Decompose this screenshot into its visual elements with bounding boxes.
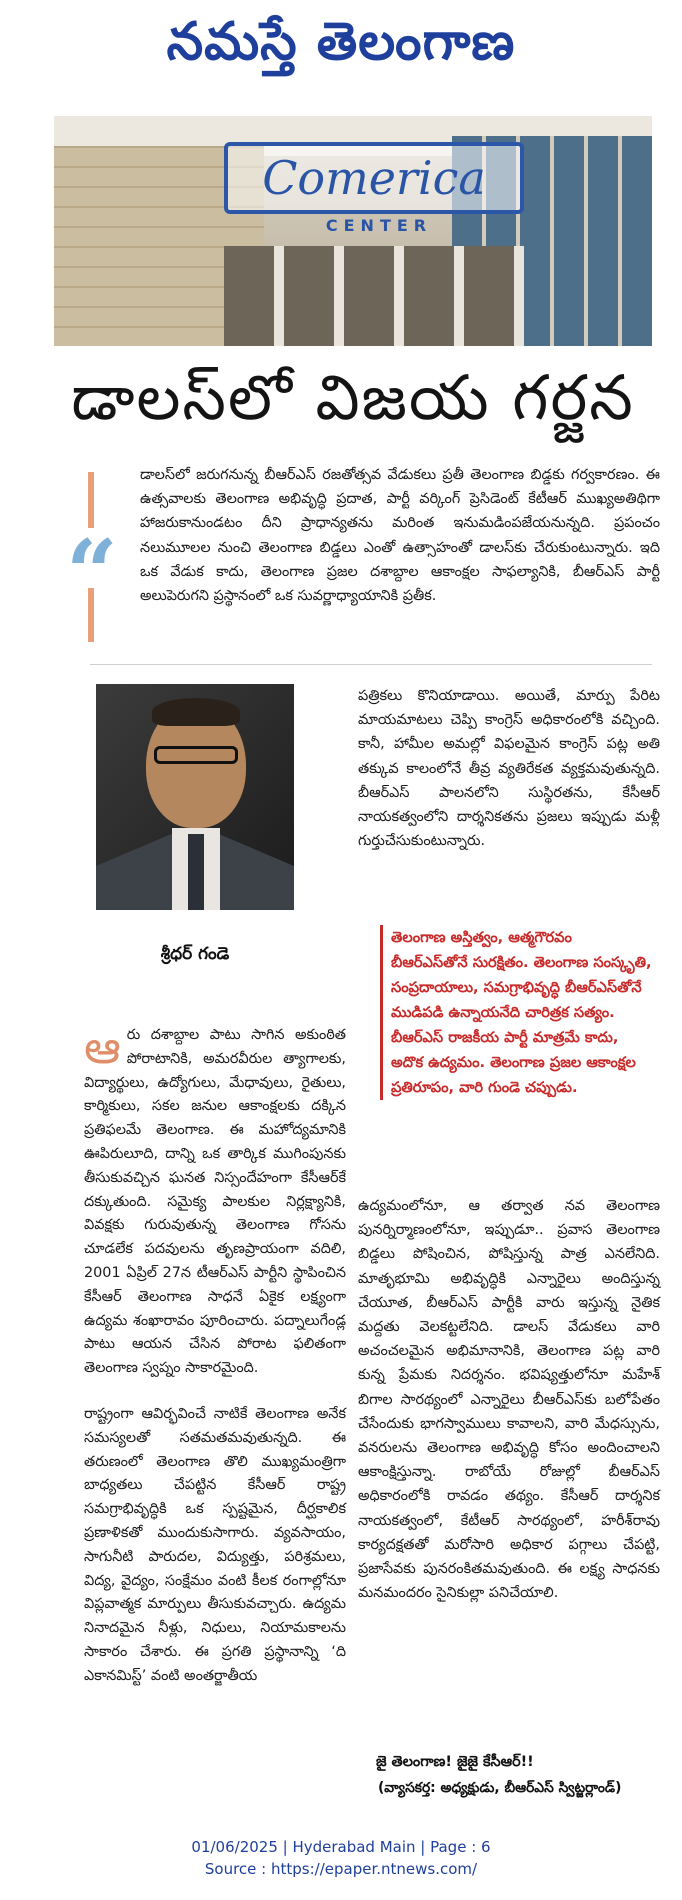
- article-headline: డాలస్‌లో విజయ గర్జన: [71, 361, 635, 434]
- section-divider: [90, 664, 652, 665]
- drop-cap: ఆ: [84, 1020, 121, 1074]
- article-column-right-bottom: ఉద్యమంలోనూ, ఆ తర్వాత నవ తెలంగాణ పునర్నిర్మాణంలోనూ, ఇప్పుడూ.. ప్రవాస తెలంగాణ బిడ్డలు పోషించిన, పోషిస్తున్న పాత్ర ఎనలేనిది. మాతృభూమి అభివృద్ధికి ఎన్నారైలు అందిస్తున్న చేయూత, బీఆర్‌ఎస్ పార్టీకి వారు ఇస్తున్న నైతిక మద్దతు వెలకట్టలేనిది. డాలస్ వేడుకలు వారి అచంచలమైన అభిమానానికి, తెలంగాణ పట్ల వారి కున్న ప్రేమకు నిదర్శనం. భవిష్యత్తులోనూ మహేశ్ బిగాల సారథ్యంలో ఎన్నారైలు బీఆర్‌ఎస్‌కు బలోపేతం చేసేందుకు భాగస్వాములు కావాలని, వారి మేధస్సును, వనరులను తెలంగాణ అభివృద్ధి కోసం అందించాలని ఆకాంక్షిస్తున్నా. రాబోయే రోజుల్లో బీఆర్‌ఎస్ అధికారంలోకి రావడం తథ్యం. కేసీఆర్ దార్శనిక నాయకత్వంలో, కేటీఆర్ సారథ్యంలో, హరీశ్‌రావు కార్యదక్షతతో మరోసారి అధికార పగ్గాలు చేపట్టి, ప్రజాసేవకు పునరంకితమవుతుంది. ఈ లక్ష్య సాధనకు మనమందరం సైనికుల్లా పనిచేయాలి.: [358, 1198, 660, 1602]
- photo-sign-text: Comerica: [224, 142, 524, 214]
- source-link[interactable]: Source : https://epaper.ntnews.com/: [204, 1860, 478, 1878]
- article-column-right-top: పత్రికలు కొనియాడాయి. అయితే, మార్పు పేరిట మాయమాటలు చెప్పి కాంగ్రెస్ అధికారంలోకి వచ్చింది. కానీ, హామీల అమల్లో విఫలమైన కాంగ్రెస్ పట్ల అతి తక్కువ కాలంలోనే తీవ్ర వ్యతిరేకత వ్యక్తమవుతున్నది. బీఆర్‌ఎస్ పాలనలోని సుస్థిరతను, కేసీఆర్ నాయకత్వంలోని దార్శనికతను ప్రజలు ఇప్పుడు మళ్లీ గుర్తుచేసుకుంటున్నారు.: [358, 688, 660, 850]
- article-intro: డాలస్‌లో జరుగనున్న బీఆర్‌ఎస్ రజతోత్సవ వేడుకలు ప్రతీ తెలంగాణ బిడ్డకు గర్వకారణం. ఈ ఉత్సవాలకు తెలంగాణ అభివృద్ధి ప్రదాత, పార్టీ వర్కింగ్ ప్రెసిడెంట్ కేటీఆర్ ముఖ్యఅతిథిగా హాజరుకానుండటం దీని ప్రాధాన్యతను మరింత ఇనుమడింపజేయనున్నది. ప్రపంచం నలుమూలల నుంచి తెలంగాణ బిడ్డలు ఎంతో ఉత్సాహంతో డాలస్‌కు చేరుకుంటున్నారు. ఇది ఒక వేడుక కాదు, తెలంగాణ ప్రజల దశాబ్దాల ఆకాంక్షల సాఫల్యానికి, బీఆర్‌ఎస్ పార్టీ అలుపెరుగని ప్రస్థానంలో ఒక సువర్ణాధ్యాయానికి ప్రతీక.: [140, 467, 660, 605]
- pull-quote: తెలంగాణ అస్తిత్వం, ఆత్మగౌరవం బీఆర్‌ఎస్‌తోనే సురక్షితం. తెలంగాణ సంస్కృతి, సంప్రదాయాలు, సమగ్రాభివృద్ధి బీఆర్‌ఎస్‌తోనే ముడిపడి ఉన్నాయనేది చారిత్రక సత్యం. బీఆర్‌ఎస్ రాజకీయ పార్టీ మాత్రమే కాదు, అదొక ఉద్యమం. తెలంగాణ ప్రజల ఆకాంక్షల ప్రతిరూపం, వారి గుండె చప్పుడు.: [380, 925, 652, 1100]
- author-byline: శ్రీధర్ గండె: [160, 944, 230, 964]
- quote-icon: “: [66, 528, 126, 588]
- photo-sign-subtext: CENTER: [325, 216, 433, 235]
- paragraph: ఆరు దశాబ్దాల పాటు సాగిన అకుంఠిత పోరాటానికి, అమరవీరుల త్యాగాలకు, విద్యార్థులు, ఉద్యోగులు, మేధావులు, రైతులు, కార్మికులు, సకల జనుల ఆకాంక్షలకు దక్కిన ప్రతిఫలమే తెలంగాణ. ఈ మహోద్యమానికి ఊపిరులూది, దాన్ని ఒక తార్కిక ముగింపునకు తీసుకువచ్చిన ఘనత నిస్సందేహంగా కేసీఆర్‌కే దక్కుతుంది. సమైక్య పాలకుల నిర్లక్ష్యానికి, వివక్షకు గురువుతున్న తెలంగాణ గోసను చూడలేక పదవులను తృణప్రాయంగా వదిలి, 2001 ఏప్రిల్ 27న టీఆర్‌ఎస్ పార్టీని స్థాపించిన కేసీఆర్ తెలంగాణ సాధనే ఏకైక లక్ష్యంగా ఉద్యమ శంఖారావం పూరించారు. పద్నాలుగేండ్ల పాటు ఆయన చేసిన పోరాట ఫలితంగా తెలంగాణ స్వప్నం సాకారమైంది.: [84, 1020, 346, 1377]
- article-photo: [54, 116, 652, 346]
- paragraph: రాష్ట్రంగా ఆవిర్భవించే నాటికే తెలంగాణ అనేక సమస్యలతో సతమతమవుతున్నది. ఈ తరుణంలో తెలంగాణ తొలి ముఖ్యమంత్రిగా బాధ్యతలు చేపట్టిన కేసీఆర్ రాష్ట్ర సమగ్రాభివృద్ధికి ఒక స్పష్టమైన, దీర్ఘకాలిక ప్రణాళికతో ముందుకుసాగారు. వ్యవసాయం, సాగునీటి పారుదల, విద్యుత్తు, పరిశ్రమలు, విద్య, వైద్యం, సంక్షేమం వంటి కీలక రంగాల్లోనూ విప్లవాత్మక మార్పులు తీసుకువచ్చారు. ఉద్యమ నినాదమైన నీళ్లు, నిధులు, నియామకాలను సాకారం చేశారు. ఈ ప్రగతి ప్రస్థానాన్ని ‘ది ఎకానమిస్ట్’ వంటి అంతర్జాతీయ: [84, 1405, 346, 1684]
- page-footer: [0, 1836, 682, 1880]
- author-note: (వ్యాసకర్త: అధ్యక్షుడు, బీఆర్‌ఎస్ స్విట్జర్లాండ్): [378, 1780, 622, 1796]
- article-column-left: [84, 1020, 346, 1689]
- closing-slogan: జై తెలంగాణ! జైజై కేసీఆర్!!: [376, 1754, 534, 1770]
- newspaper-masthead: నమస్తే తెలంగాణ: [166, 11, 516, 72]
- author-photo: [96, 684, 294, 910]
- edition-info: 01/06/2025 | Hyderabad Main | Page : 6: [191, 1838, 491, 1856]
